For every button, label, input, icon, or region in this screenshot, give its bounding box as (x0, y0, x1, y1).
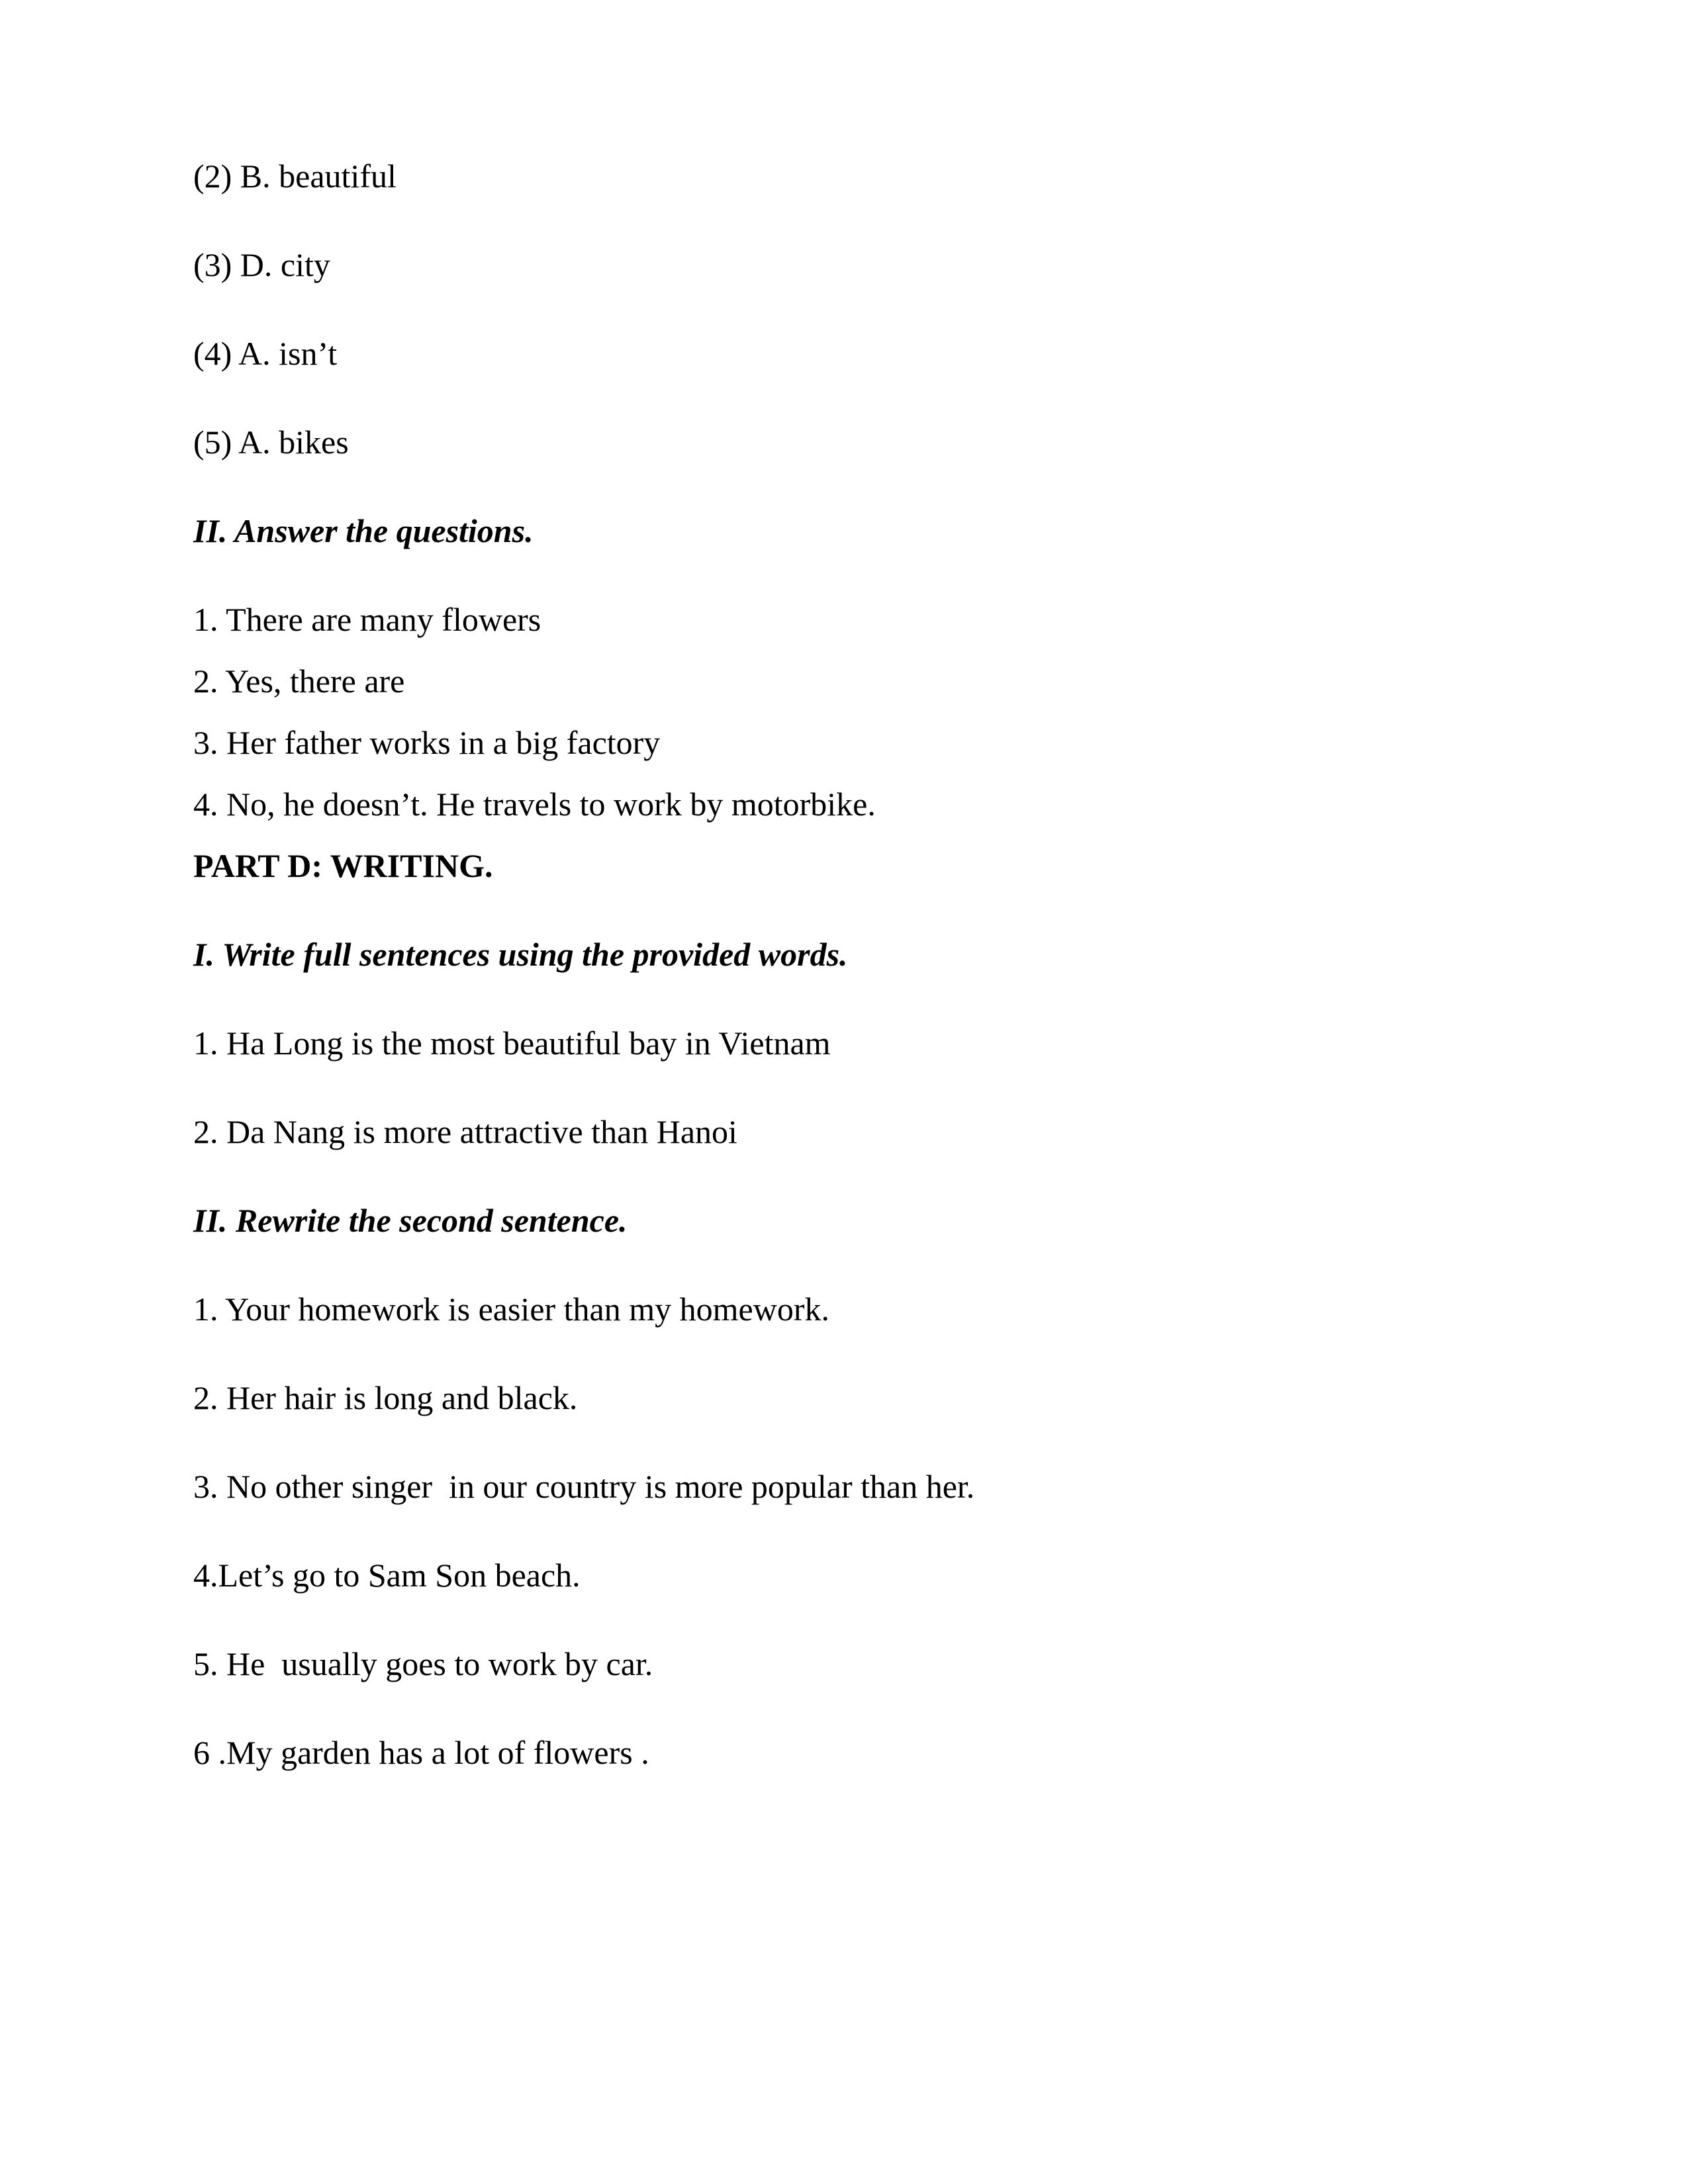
section-heading-write-sentences: I. Write full sentences using the provided words. (193, 936, 848, 973)
rewrite-item: 3. No other singer in our country is more popular than her. (193, 1468, 975, 1505)
writing-item: 1. Ha Long is the most beautiful bay in Vietnam (193, 1024, 831, 1062)
part-title: PART D: WRITING. (193, 847, 493, 884)
section-heading-rewrite: II. Rewrite the second sentence. (193, 1202, 628, 1239)
answer-line: (2) B. beautiful (193, 158, 397, 195)
answer-item: 1. There are many flowers (193, 601, 541, 638)
answer-item: 2. Yes, there are (193, 662, 405, 700)
rewrite-item: 6 .My garden has a lot of flowers . (193, 1734, 649, 1771)
section-heading-answer-questions: II. Answer the questions. (193, 512, 534, 549)
answer-line: (4) A. isn’t (193, 335, 338, 372)
answer-line: (5) A. bikes (193, 424, 349, 461)
answer-line: (3) D. city (193, 246, 330, 283)
rewrite-item: 5. He usually goes to work by car. (193, 1645, 653, 1682)
writing-item: 2. Da Nang is more attractive than Hanoi (193, 1113, 737, 1150)
answer-item: 3. Her father works in a big factory (193, 724, 661, 761)
rewrite-item: 2. Her hair is long and black. (193, 1379, 578, 1416)
rewrite-item: 4.Let’s go to Sam Son beach. (193, 1557, 581, 1594)
rewrite-item: 1. Your homework is easier than my homework. (193, 1291, 829, 1328)
answer-item: 4. No, he doesn’t. He travels to work by motorbike. (193, 786, 876, 823)
